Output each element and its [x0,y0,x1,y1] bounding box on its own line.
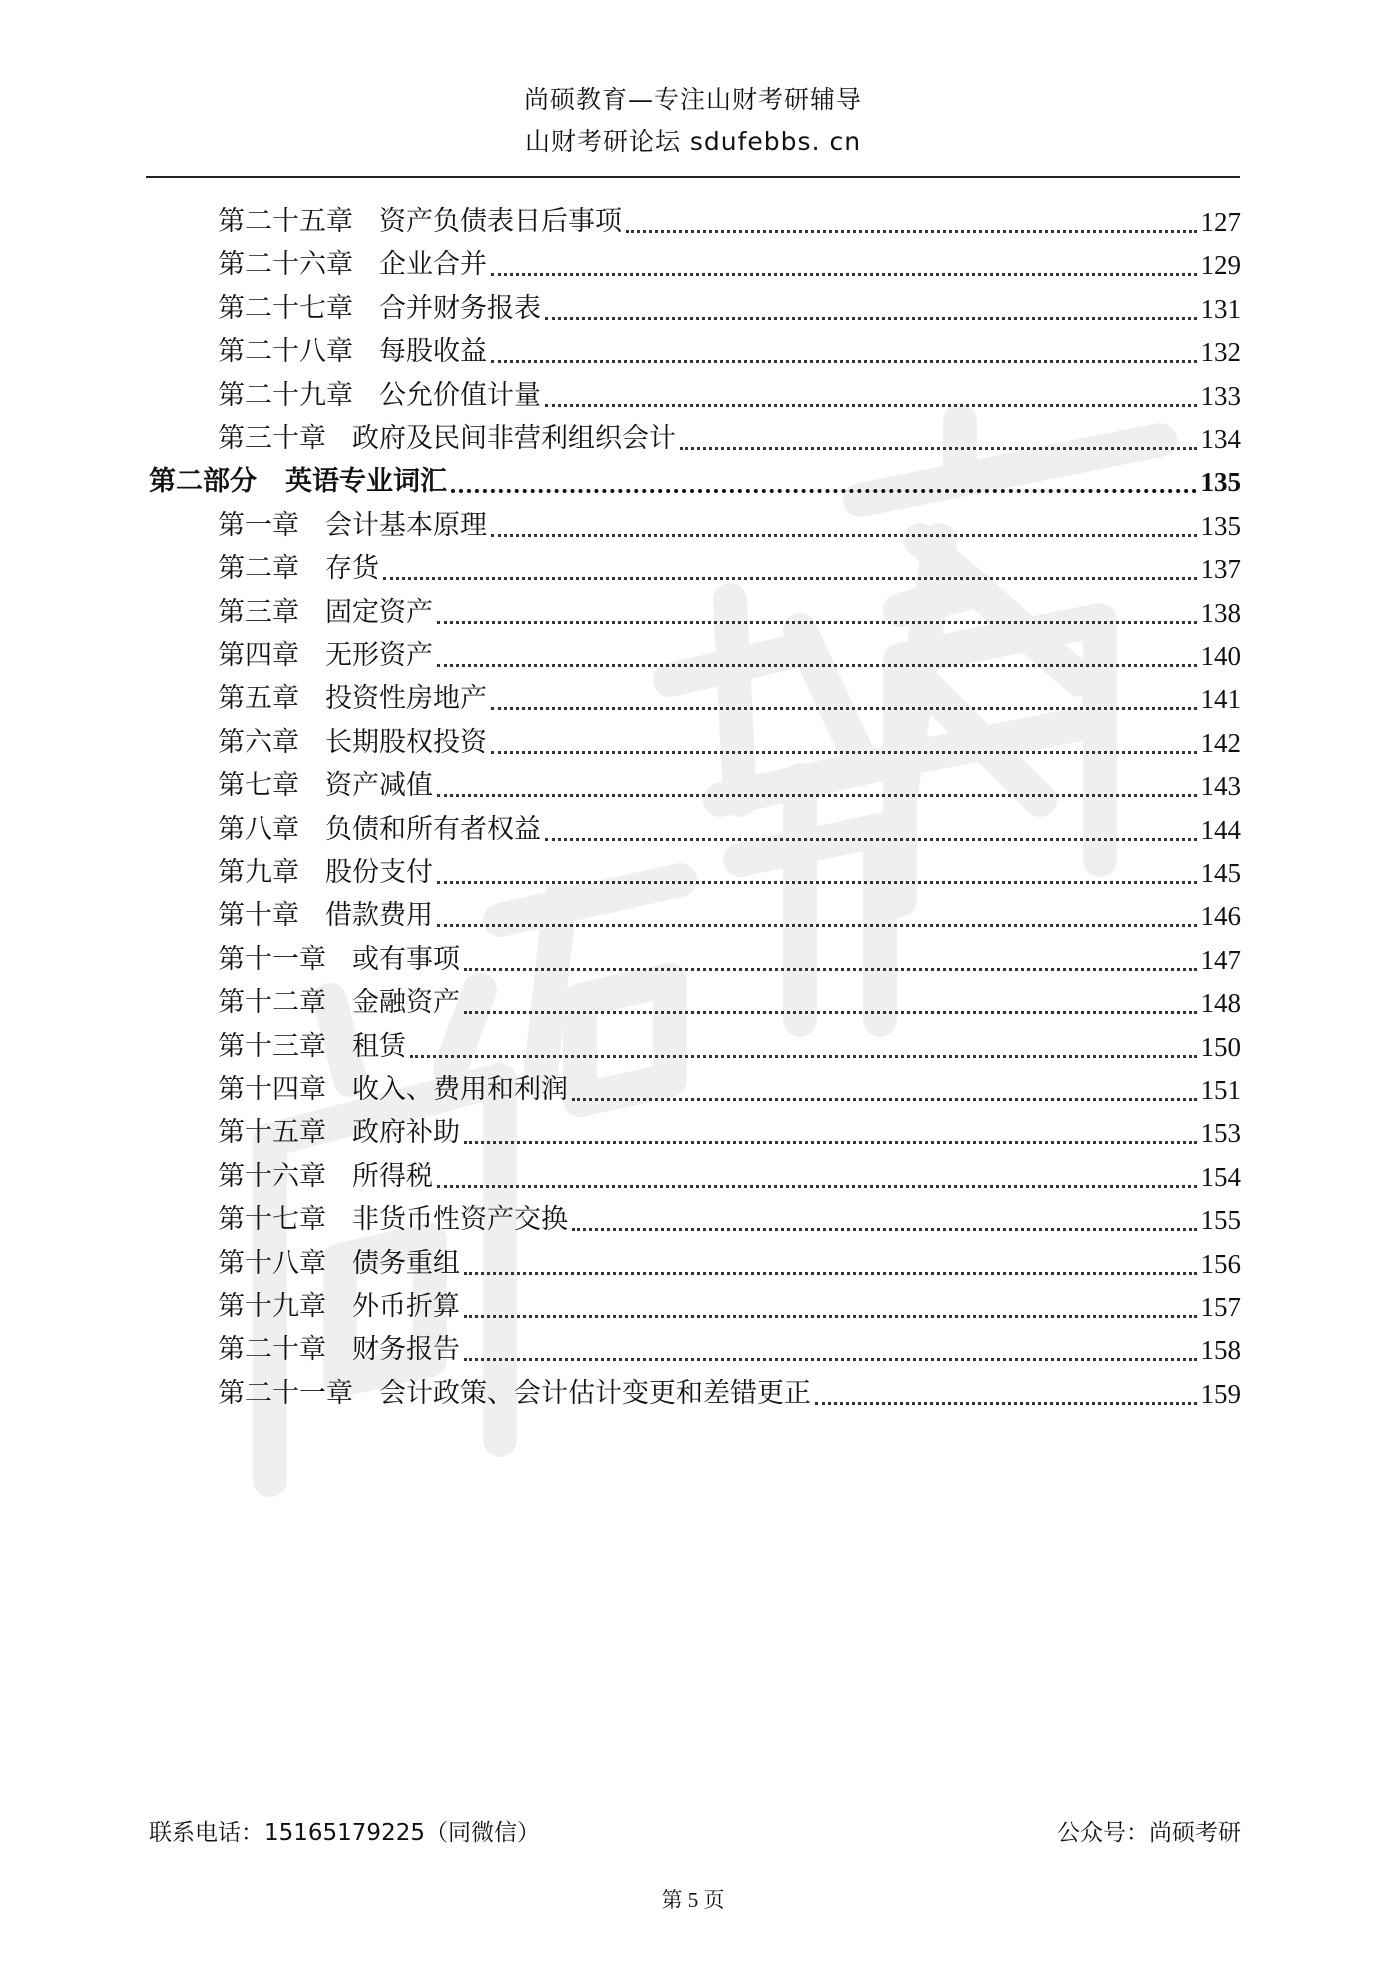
toc-page-number: 147 [1200,944,1241,975]
toc-entry-title: 股份支付 [325,857,433,888]
toc-dot-leader [491,534,1197,537]
toc-page-number: 156 [1200,1248,1241,1279]
toc-chapter-entry [218,983,1241,1023]
toc-dot-leader [410,1055,1197,1058]
toc-dot-leader [383,577,1197,580]
toc-entry-title: 会计政策、会计估计变更和差错更正 [379,1377,811,1409]
toc-entry-title: 固定资产 [325,596,433,628]
toc-page-number: 158 [1200,1335,1241,1366]
toc-chapter-entry [218,636,1241,676]
toc-entry-number: 第三章 [218,596,299,628]
toc-page-number: 146 [1200,901,1241,932]
toc-entry-title: 长期股权投资 [325,726,487,758]
toc-chapter-entry [218,940,1241,980]
toc-entry-number: 第十七章 [218,1204,326,1236]
toc-part-entry [149,462,1241,502]
toc-entry-title: 政府补助 [352,1117,460,1149]
toc-entry-number: 第二部分 [149,466,257,498]
toc-dot-leader [464,1011,1197,1014]
toc-page-number: 132 [1200,337,1241,368]
toc-chapter-entry [218,1157,1241,1197]
toc-entry-title: 所得税 [352,1160,433,1192]
toc-entry-number: 第十九章 [218,1291,326,1322]
toc-entry-title: 或有事项 [352,943,460,975]
toc-entry-number: 第十六章 [218,1160,326,1192]
toc-entry-number: 第十一章 [218,943,326,975]
toc-dot-leader [491,360,1197,363]
toc-dot-leader [464,1272,1197,1275]
toc-entry-number: 第十章 [218,900,299,932]
toc-dot-leader [437,794,1197,797]
toc-chapter-entry [218,202,1241,242]
toc-chapter-entry [218,1374,1241,1414]
toc-entry-title: 企业合并 [379,249,487,281]
toc-chapter-entry [218,1027,1241,1067]
toc-entry-number: 第十三章 [218,1030,326,1062]
toc-entry-number: 第二十一章 [218,1377,353,1409]
toc-dot-leader [491,273,1197,276]
toc-chapter-entry [218,723,1241,763]
toc-entry-title: 租赁 [352,1030,406,1062]
toc-dot-leader [545,838,1197,841]
contact-phone: 联系电话：15165179225（同微信） [149,1820,540,1846]
toc-dot-leader [451,489,1197,493]
toc-page-number: 133 [1200,380,1241,411]
toc-dot-leader [626,230,1197,233]
toc-dot-leader [815,1402,1197,1405]
toc-entry-title: 借款费用 [325,900,433,932]
toc-page-number: 138 [1200,597,1241,628]
toc-page-number: 157 [1200,1292,1241,1322]
toc-page-number: 144 [1200,814,1241,845]
toc-entry-number: 第九章 [218,857,299,888]
toc-chapter-entry [218,1070,1241,1110]
toc-entry-number: 第十八章 [218,1247,326,1279]
toc-page-number: 159 [1200,1378,1241,1409]
toc-entry-number: 第八章 [218,813,299,845]
toc-page-number: 142 [1200,727,1241,758]
toc-dot-leader [437,924,1197,927]
toc-page-number: 143 [1200,771,1241,802]
toc-chapter-entry [218,289,1241,329]
toc-page-number: 129 [1200,250,1241,281]
toc-dot-leader [464,1358,1197,1361]
toc-dot-leader [572,1098,1197,1101]
toc-entry-title: 合并财务报表 [379,292,541,324]
toc-chapter-entry [218,419,1241,459]
toc-entry-title: 会计基本原理 [325,509,487,541]
toc-entry-number: 第二十章 [218,1334,326,1366]
toc-entry-title: 收入、费用和利润 [352,1074,568,1105]
page-number: 第 5 页 [661,1888,725,1912]
toc-entry-number: 第一章 [218,509,299,541]
toc-entry-number: 第四章 [218,640,299,671]
toc-chapter-entry [218,1287,1241,1327]
toc-page-number: 148 [1200,988,1241,1019]
page-footer [149,1814,1241,1847]
toc-entry-title: 资产减值 [325,770,433,802]
toc-entry-number: 第二十六章 [218,249,353,281]
toc-entry-number: 第三十章 [218,423,326,454]
toc-chapter-entry [218,1200,1241,1240]
toc-entry-title: 投资性房地产 [325,683,487,715]
toc-entry-title: 公允价值计量 [379,379,541,411]
toc-entry-title: 负债和所有者权益 [325,813,541,845]
toc-page-number: 153 [1200,1118,1241,1149]
wechat-account: 公众号：尚硕考研 [1057,1820,1241,1846]
toc-entry-number: 第二十五章 [218,206,353,237]
toc-chapter-entry [218,332,1241,372]
toc-chapter-entry [218,853,1241,893]
toc-dot-leader [491,751,1197,754]
toc-page-number: 140 [1200,641,1241,671]
toc-dot-leader [437,621,1197,624]
toc-page-number: 141 [1200,684,1241,715]
toc-page-number: 155 [1200,1205,1241,1236]
toc-entry-title: 英语专业词汇 [285,466,447,498]
toc-chapter-entry [218,679,1241,719]
toc-dot-leader [545,317,1197,320]
toc-dot-leader [680,447,1197,450]
toc-entry-number: 第十五章 [218,1117,326,1149]
toc-entry-number: 第七章 [218,770,299,802]
header-divider [146,176,1240,178]
toc-page-number: 134 [1200,424,1241,454]
toc-entry-number: 第六章 [218,726,299,758]
toc-page-number: 135 [1200,510,1241,541]
toc-chapter-entry [218,1330,1241,1370]
toc-entry-number: 第五章 [218,683,299,715]
toc-entry-title: 每股收益 [379,336,487,368]
toc-dot-leader [572,1228,1197,1231]
toc-dot-leader [437,1185,1197,1188]
toc-chapter-entry [218,376,1241,416]
toc-page-number: 131 [1200,293,1241,324]
toc-chapter-entry [218,1113,1241,1153]
toc-entry-title: 财务报告 [352,1334,460,1366]
toc-dot-leader [464,968,1197,971]
toc-dot-leader [464,1141,1197,1144]
toc-chapter-entry [218,593,1241,633]
toc-entry-title: 金融资产 [352,987,460,1019]
toc-dot-leader [464,1315,1197,1318]
toc-dot-leader [491,707,1197,710]
toc-page-number: 127 [1200,207,1241,237]
toc-entry-number: 第十四章 [218,1074,326,1105]
toc-chapter-entry [218,810,1241,850]
toc-chapter-entry [218,766,1241,806]
toc-page-number: 135 [1200,467,1241,498]
toc-entry-title: 政府及民间非营利组织会计 [352,423,676,454]
toc-chapter-entry [218,245,1241,285]
toc-chapter-entry [218,896,1241,936]
toc-entry-number: 第二十八章 [218,336,353,368]
page-header [0,82,1386,160]
toc-entry-title: 外币折算 [352,1291,460,1322]
toc-entry-number: 第二十七章 [218,292,353,324]
header-subtitle: 山财考研论坛 sdufebbs. cn [524,127,862,156]
toc-entry-title: 无形资产 [325,640,433,671]
toc-dot-leader [437,881,1197,884]
toc-page-number: 151 [1200,1075,1241,1105]
toc-chapter-entry [218,549,1241,589]
toc-entry-number: 第二章 [218,553,299,585]
toc-entry-title: 债务重组 [352,1247,460,1279]
toc-entry-title: 存货 [325,553,379,585]
toc-entry-number: 第十二章 [218,987,326,1019]
toc-page-number: 150 [1200,1031,1241,1062]
toc-entry-title: 非货币性资产交换 [352,1204,568,1236]
header-title: 尚硕教育—专注山财考研辅导 [523,85,862,114]
toc-page-number: 145 [1200,858,1241,888]
toc-page-number: 137 [1200,554,1241,585]
toc-dot-leader [437,664,1197,667]
toc-entry-number: 第二十九章 [218,379,353,411]
toc-page-number: 154 [1200,1161,1241,1192]
toc-entry-title: 资产负债表日后事项 [379,206,622,237]
toc-chapter-entry [218,506,1241,546]
toc-dot-leader [545,404,1197,407]
toc-chapter-entry [218,1244,1241,1284]
